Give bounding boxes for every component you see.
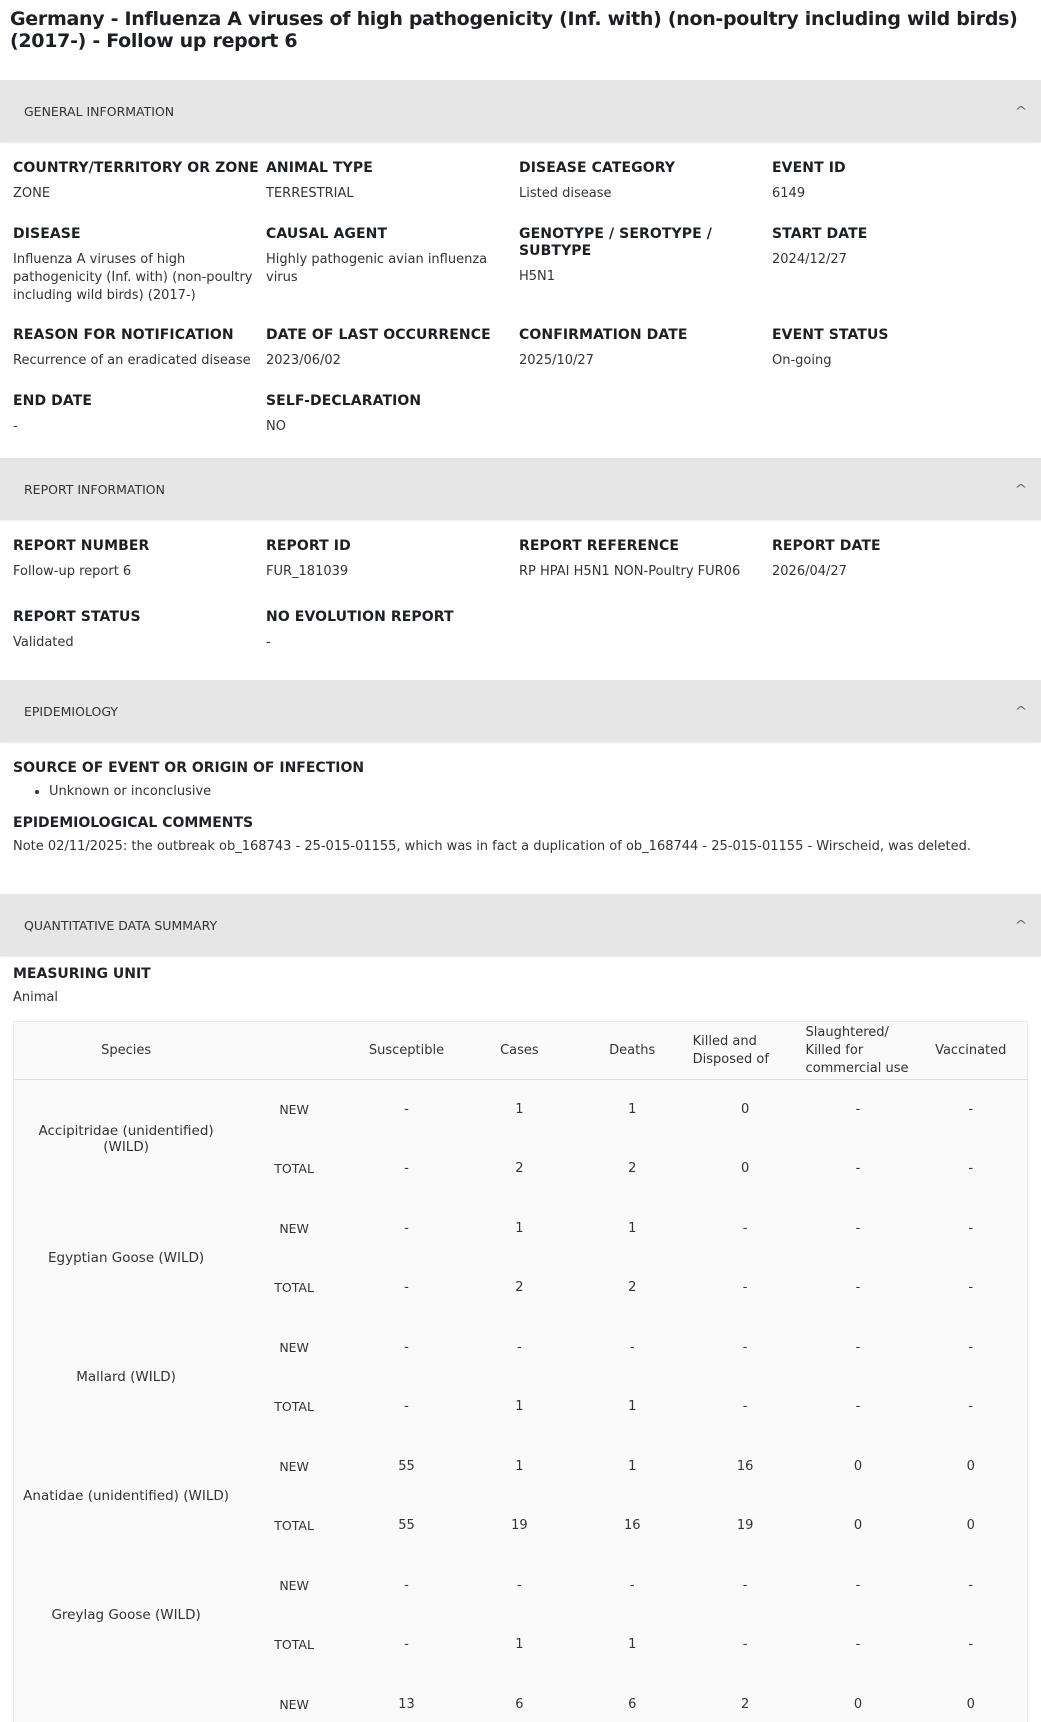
type-cell: TOTAL (274, 1518, 314, 1534)
killed-cell: 0 (740, 1161, 750, 1177)
deaths-cell: 6 (628, 1696, 637, 1712)
slaughtered-cell: 0 (853, 1458, 863, 1474)
type-cell: NEW (279, 1458, 309, 1474)
susceptible-cell: 55 (398, 1518, 415, 1534)
list-item: • Unknown or inconclusive (49, 783, 1028, 801)
slaughtered-cell: - (855, 1102, 861, 1117)
table-row (14, 1199, 1028, 1259)
field-event-id (772, 160, 1025, 226)
quantitative-summary-header[interactable] (0, 894, 1041, 956)
report-information-header[interactable] (0, 458, 1041, 520)
table-row (14, 1437, 1028, 1497)
field-label: EVENT STATUS (772, 327, 889, 343)
field-value: Highly pathogenic avian influenza virus (266, 251, 488, 285)
col-slaughtered: Slaughtered/ Killed for commercial use (802, 1022, 915, 1080)
field-value: - (13, 418, 18, 434)
killed-cell: - (742, 1220, 748, 1236)
field-label: REPORT ID (266, 538, 351, 554)
field-disease (13, 226, 266, 328)
field-label: CAUSAL AGENT (266, 225, 388, 242)
field-no-evolution-report (266, 609, 519, 680)
killed-cell: - (742, 1577, 748, 1593)
susceptible-cell: - (404, 1102, 409, 1117)
field-label: SELF-DECLARATION (266, 392, 422, 409)
deaths-cell: 2 (628, 1161, 637, 1177)
field-end-date (13, 393, 266, 459)
field-report-id (266, 538, 519, 609)
field-self-declaration (266, 393, 519, 459)
field-value: Listed disease (519, 186, 612, 201)
cases-cell: 1 (515, 1102, 524, 1117)
species-cell: Greylag Goose (WILD) (51, 1607, 201, 1623)
cases-cell: 1 (515, 1399, 524, 1415)
susceptible-cell: - (404, 1220, 409, 1236)
susceptible-cell: 13 (398, 1696, 415, 1712)
field-label: GENOTYPE / SEROTYPE / SUBTYPE (519, 225, 712, 259)
vaccinated-cell: - (968, 1339, 974, 1355)
field-last-occurrence (266, 327, 519, 393)
vaccinated-cell: - (968, 1161, 974, 1177)
susceptible-cell: - (404, 1399, 409, 1415)
deaths-cell: 1 (628, 1102, 637, 1117)
susceptible-cell: - (404, 1637, 409, 1653)
col-type (238, 1022, 350, 1080)
measuring-unit-label: MEASURING UNIT (13, 966, 151, 982)
vaccinated-cell: 0 (966, 1696, 975, 1712)
type-cell: TOTAL (274, 1399, 314, 1415)
slaughtered-cell: - (855, 1339, 861, 1355)
killed-cell: - (742, 1399, 748, 1415)
field-report-status (13, 609, 266, 680)
vaccinated-cell: - (968, 1280, 974, 1296)
vaccinated-cell: - (968, 1220, 974, 1236)
killed-cell: - (742, 1637, 748, 1653)
field-label: DISEASE CATEGORY (519, 160, 676, 176)
deaths-cell: 1 (628, 1458, 637, 1474)
slaughtered-cell: - (855, 1220, 861, 1236)
deaths-cell: - (629, 1577, 635, 1593)
field-value: TERRESTRIAL (266, 186, 354, 201)
field-value: Recurrence of an eradicated disease (13, 353, 251, 368)
epidemiology-header[interactable] (0, 680, 1041, 742)
slaughtered-cell: 0 (853, 1696, 863, 1712)
slaughtered-cell: - (855, 1161, 861, 1177)
slaughtered-cell: - (855, 1577, 861, 1593)
field-value: 2025/10/27 (519, 353, 594, 368)
quantitative-table (13, 1021, 1028, 1722)
field-label: DATE OF LAST OCCURRENCE (266, 327, 491, 343)
type-cell: TOTAL (274, 1637, 314, 1653)
source-list (13, 783, 1028, 801)
section-title: GENERAL INFORMATION (24, 103, 175, 119)
cases-cell: 19 (511, 1518, 528, 1534)
comments-label: EPIDEMIOLOGICAL COMMENTS (13, 815, 254, 831)
field-report-date (772, 538, 1025, 609)
col-susceptible: Susceptible (350, 1022, 463, 1080)
killed-cell: 2 (740, 1696, 750, 1712)
cases-cell: 6 (515, 1696, 524, 1712)
cases-cell: 2 (515, 1161, 524, 1177)
field-reason-notification (13, 327, 266, 393)
field-value: On-going (772, 353, 832, 368)
field-event-status (772, 327, 1025, 393)
susceptible-cell: - (404, 1280, 409, 1296)
vaccinated-cell: 0 (966, 1458, 975, 1474)
field-value: 2024/12/27 (772, 251, 847, 267)
field-animal-type (266, 160, 519, 226)
section-title: REPORT INFORMATION (24, 481, 165, 497)
type-cell: TOTAL (274, 1161, 314, 1177)
chevron-up-icon[interactable]: ^ (1014, 104, 1028, 118)
table-row (14, 1675, 1028, 1722)
field-country-zone (13, 160, 266, 226)
vaccinated-cell: - (968, 1637, 974, 1653)
species-cell: Egyptian Goose (WILD) (47, 1250, 205, 1266)
cases-cell: 1 (515, 1458, 524, 1474)
col-cases: Cases (463, 1022, 576, 1080)
deaths-cell: 1 (628, 1637, 637, 1653)
chevron-up-icon[interactable]: ^ (1014, 918, 1028, 932)
killed-cell: - (742, 1339, 748, 1355)
cases-cell: 2 (515, 1280, 524, 1296)
field-value: Validated (13, 635, 74, 650)
field-label: COUNTRY/TERRITORY OR ZONE (13, 160, 259, 176)
vaccinated-cell: 0 (966, 1518, 975, 1534)
species-cell: Mallard (WILD) (76, 1369, 176, 1385)
field-value: 2026/04/27 (772, 564, 847, 579)
field-value: Follow-up report 6 (13, 564, 132, 579)
slaughtered-cell: - (855, 1637, 861, 1653)
field-label: DISEASE (13, 225, 81, 242)
general-information-grid (0, 142, 1041, 458)
chevron-up-icon[interactable]: ^ (1014, 704, 1028, 718)
field-label: REPORT DATE (772, 538, 881, 554)
page-title: Germany - Influenza A viruses of high pathogenicity (Inf. with) (non-poultry including wild birds) (2017-) - Follow up report 6 (10, 8, 1018, 52)
species-cell (14, 1675, 239, 1722)
field-label: REPORT REFERENCE (519, 538, 680, 554)
general-information-header[interactable] (0, 80, 1041, 142)
cases-cell: 1 (515, 1637, 524, 1653)
field-value: Influenza A viruses of high pathogenicity (Inf. with) (non-poultry including wild birds) (2017-) (13, 251, 253, 303)
col-vaccinated: Vaccinated (914, 1022, 1027, 1080)
col-species: Species (14, 1022, 239, 1080)
field-start-date (772, 226, 1025, 328)
field-value: ZONE (13, 186, 51, 201)
vaccinated-cell: - (968, 1399, 974, 1415)
killed-cell: 0 (740, 1102, 750, 1117)
susceptible-cell: - (404, 1339, 409, 1355)
field-disease-category (519, 160, 772, 226)
field-label: ANIMAL TYPE (266, 160, 373, 176)
field-label: CONFIRMATION DATE (519, 327, 688, 343)
killed-cell: - (742, 1280, 748, 1296)
quantitative-section (0, 956, 1041, 1722)
cases-cell: - (517, 1339, 522, 1355)
type-cell: NEW (279, 1577, 309, 1593)
type-cell: NEW (279, 1102, 309, 1117)
killed-cell: 16 (736, 1458, 754, 1474)
susceptible-cell: - (404, 1577, 409, 1593)
cases-cell: 1 (515, 1220, 524, 1236)
slaughtered-cell: - (855, 1280, 861, 1296)
col-deaths: Deaths (576, 1022, 689, 1080)
field-genotype (519, 226, 772, 328)
type-cell: NEW (279, 1696, 309, 1712)
field-value: 6149 (772, 186, 806, 201)
table-row (14, 1556, 1028, 1616)
susceptible-cell: 55 (398, 1458, 415, 1474)
table-row (14, 1080, 1028, 1140)
epidemiology-section (0, 742, 1041, 894)
slaughtered-cell: - (855, 1399, 861, 1415)
field-causal-agent (266, 226, 519, 328)
type-cell: TOTAL (274, 1280, 314, 1296)
report-information-grid (0, 520, 1041, 680)
field-label: EVENT ID (772, 160, 846, 176)
field-label: REPORT NUMBER (13, 538, 150, 554)
deaths-cell: 1 (628, 1220, 637, 1236)
section-title: EPIDEMIOLOGY (24, 703, 119, 719)
source-label: SOURCE OF EVENT OR ORIGIN OF INFECTION (13, 760, 365, 776)
field-value: H5N1 (519, 268, 556, 284)
species-cell: Anatidae (unidentified) (WILD) (23, 1488, 230, 1504)
field-label: START DATE (772, 225, 868, 242)
table-row (14, 1318, 1028, 1378)
field-label: REASON FOR NOTIFICATION (13, 327, 234, 343)
type-cell: NEW (279, 1339, 309, 1355)
field-value: 2023/06/02 (266, 353, 341, 368)
table-header-row (14, 1022, 1028, 1080)
field-confirmation-date (519, 327, 772, 393)
vaccinated-cell: - (968, 1102, 974, 1117)
field-report-number (13, 538, 266, 609)
field-value: RP HPAI H5N1 NON-Poultry FUR06 (519, 564, 741, 579)
susceptible-cell: - (404, 1161, 409, 1177)
comments-text: Note 02/11/2025: the outbreak ob_168743 - 25-015-01155, which was in fact a duplication of ob_168744 - 25-015-01155 - Wirscheid, was deleted. (13, 839, 971, 854)
field-report-reference (519, 538, 772, 609)
slaughtered-cell: 0 (853, 1518, 863, 1534)
field-label: NO EVOLUTION REPORT (266, 609, 454, 625)
chevron-up-icon[interactable]: ^ (1014, 482, 1028, 496)
section-title: QUANTITATIVE DATA SUMMARY (24, 917, 218, 933)
deaths-cell: - (629, 1339, 635, 1355)
deaths-cell: 1 (628, 1399, 637, 1415)
species-cell: Accipitridae (unidentified) (WILD) (38, 1123, 214, 1156)
field-value: FUR_181039 (266, 564, 349, 579)
killed-cell: 19 (736, 1518, 754, 1534)
field-label: END DATE (13, 392, 93, 409)
deaths-cell: 16 (623, 1518, 641, 1534)
field-value: NO (266, 418, 286, 434)
field-label: REPORT STATUS (13, 609, 141, 625)
deaths-cell: 2 (628, 1280, 637, 1296)
vaccinated-cell: - (968, 1577, 974, 1593)
col-killed: Killed and Disposed of (689, 1022, 802, 1080)
field-value: - (266, 635, 271, 650)
type-cell: NEW (279, 1220, 309, 1236)
cases-cell: - (517, 1577, 522, 1593)
measuring-unit-value: Animal (13, 990, 58, 1005)
